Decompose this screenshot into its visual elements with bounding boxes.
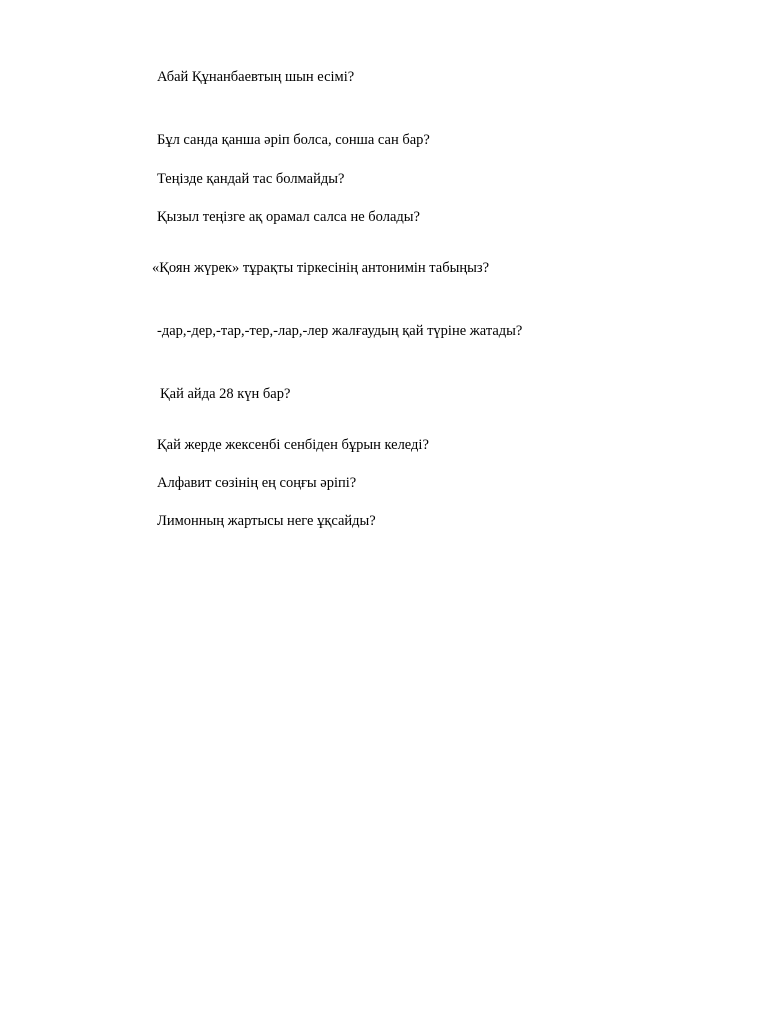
question-text: Бұл санда қанша әріп болса, сонша сан бар?	[157, 132, 430, 148]
question-text: Лимонның жартысы неге ұқсайды?	[157, 513, 376, 529]
question-text: Теңізде қандай тас болмайды?	[157, 171, 345, 187]
question-text: Алфавит сөзінің ең соңғы әріпі?	[157, 475, 357, 491]
question-text: Қай жерде жексенбі сенбіден бұрын келеді?	[157, 437, 429, 453]
question-text: Қай айда 28 күн бар?	[160, 386, 291, 402]
question-text: Қызыл теңізге ақ орамал салса не болады?	[157, 209, 420, 225]
question-text: Абай Құнанбаевтың шын есімі?	[157, 69, 355, 85]
question-text: «Қоян жүрек» тұрақты тіркесінің антонимін табыңыз?	[152, 260, 490, 276]
question-text: -дар,-дер,-тар,-тер,-лар,-лер жалғаудың қай түріне жатады?	[157, 323, 523, 339]
